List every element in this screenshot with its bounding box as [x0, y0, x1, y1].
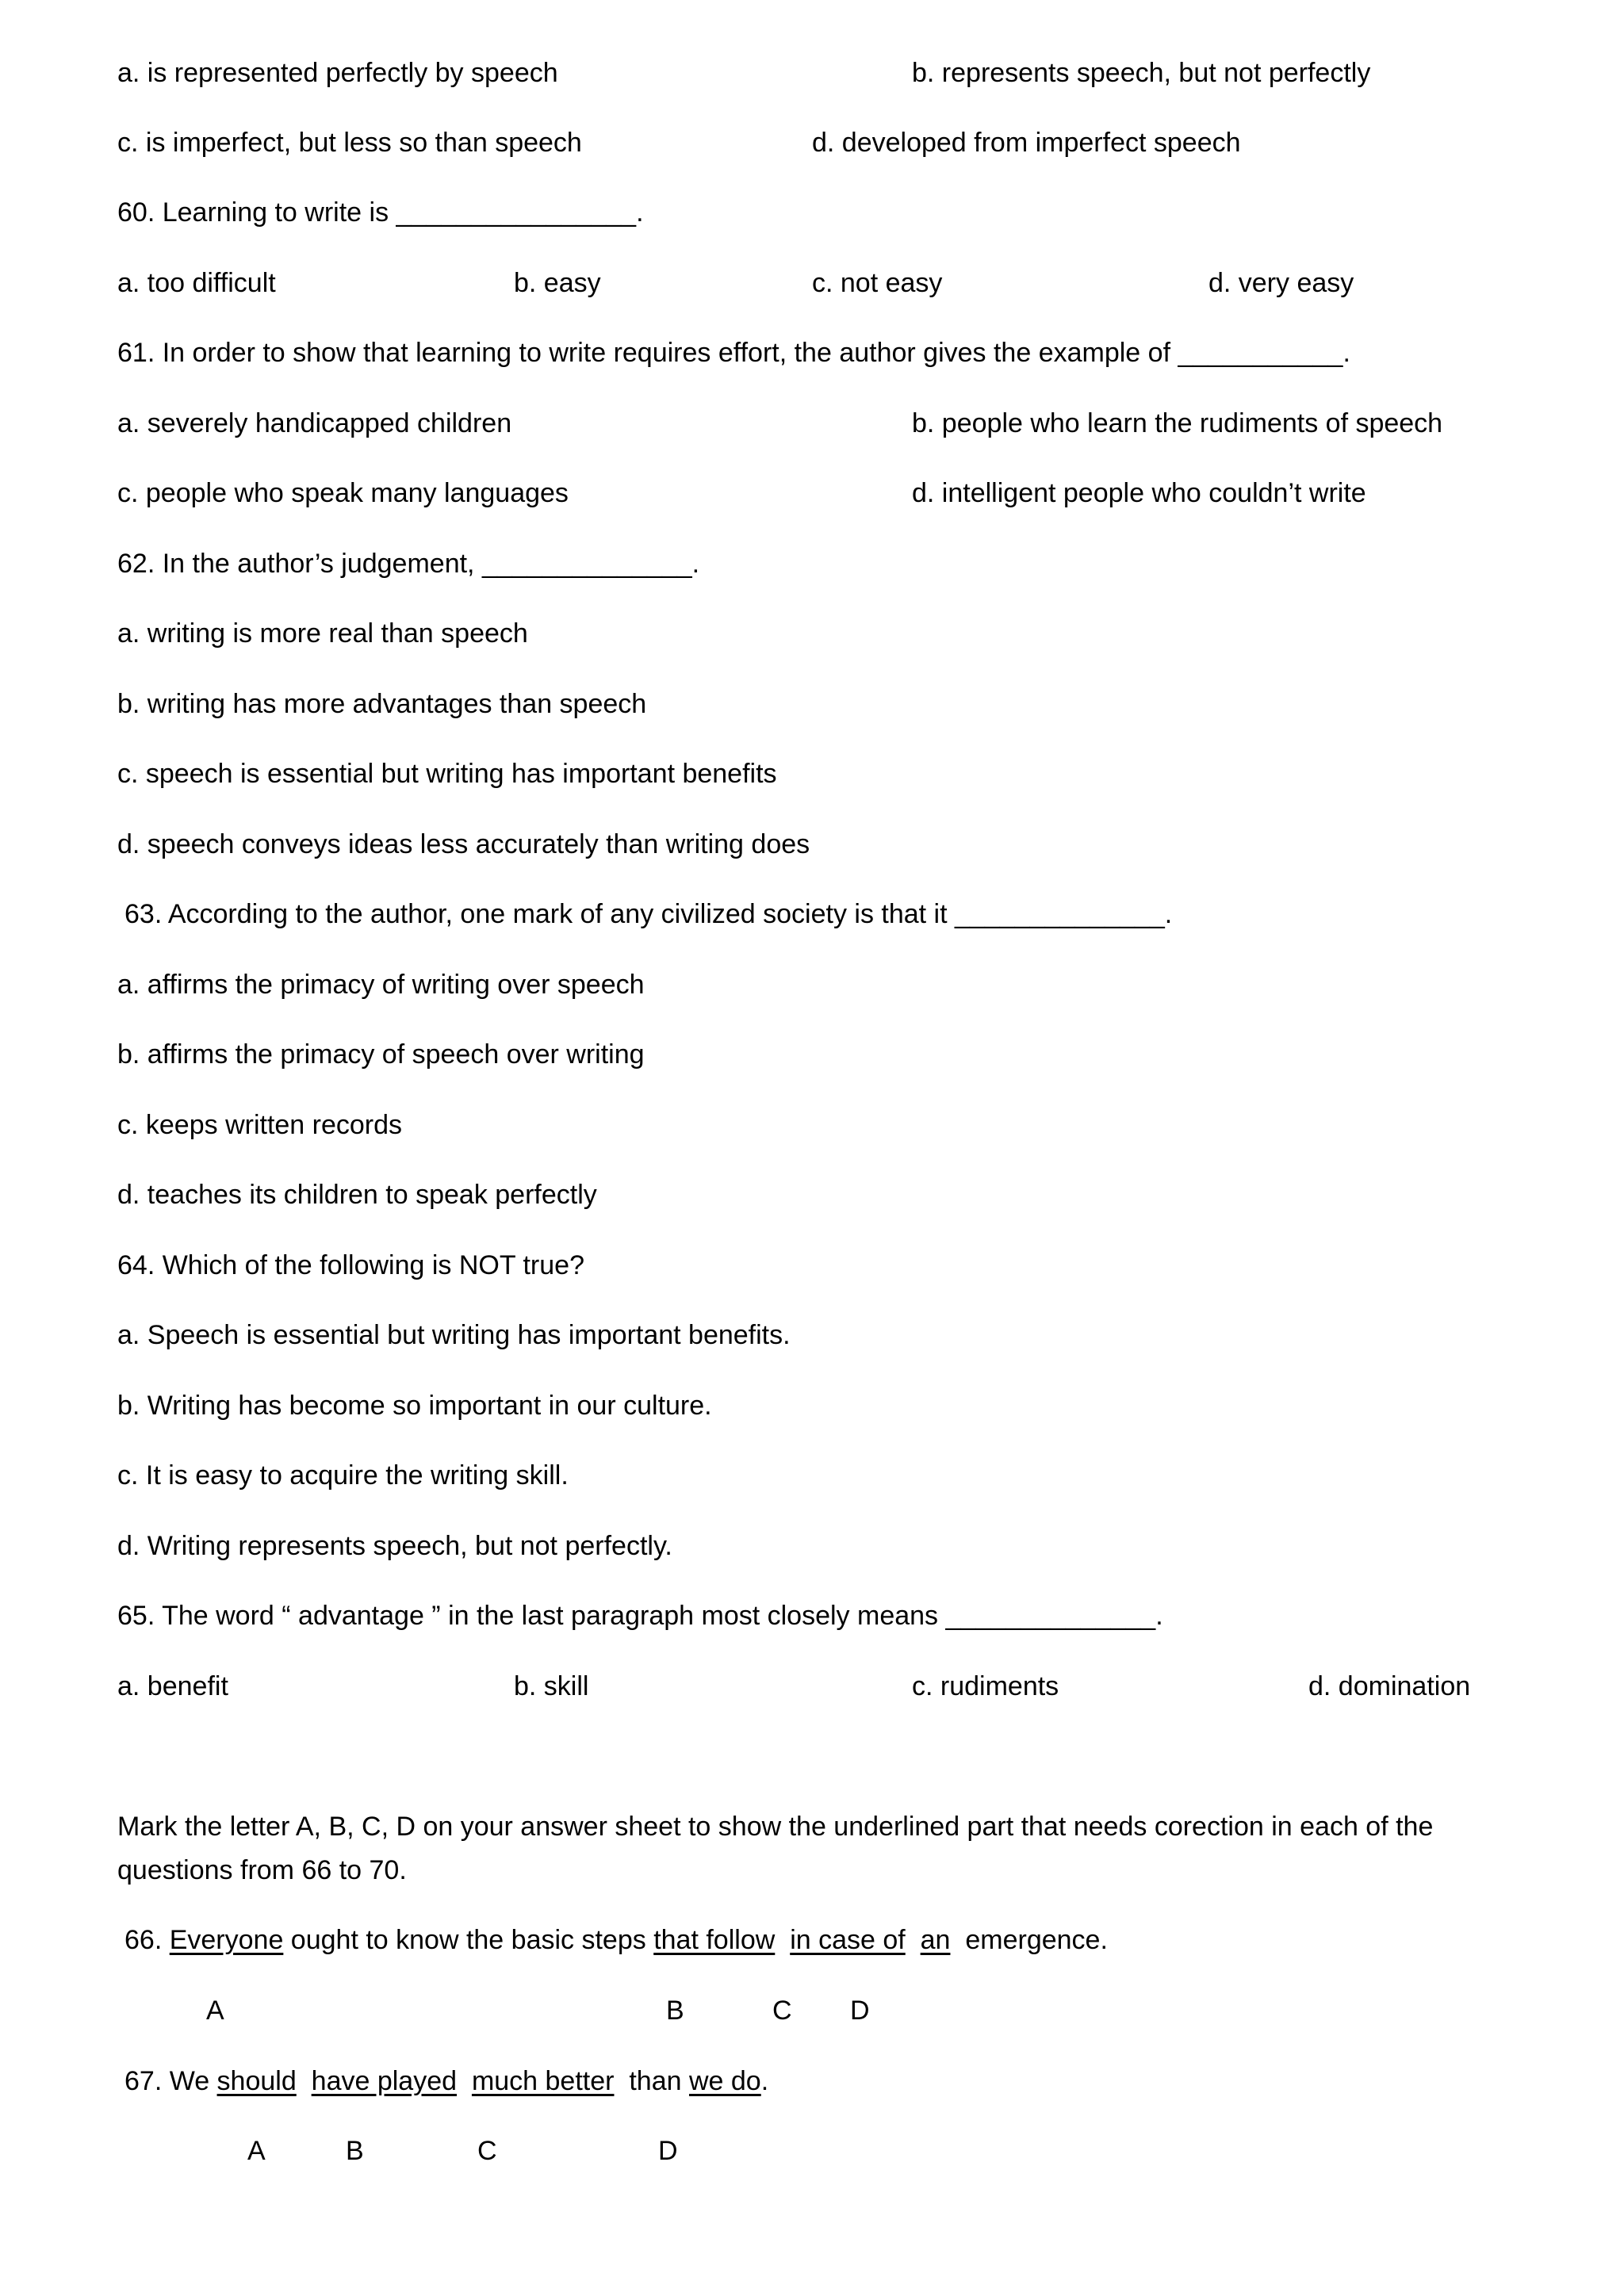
- q66-part-c: in case of: [790, 1925, 906, 1955]
- q66-letter-a: A: [206, 1996, 224, 2026]
- q64-option-d: d. Writing represents speech, but not perfectly.: [117, 1531, 672, 1561]
- q67-part-b: have played: [311, 2066, 458, 2096]
- q59-option-a: a. is represented perfectly by speech: [117, 58, 558, 88]
- q65-option-c: c. rudiments: [912, 1671, 1059, 1701]
- q61-option-c: c. people who speak many languages: [117, 478, 569, 508]
- q63-option-d: d. teaches its children to speak perfectly: [117, 1180, 597, 1210]
- q67-letter-b: B: [346, 2136, 364, 2166]
- q65-option-b: b. skill: [514, 1671, 589, 1701]
- q63-option-b: b. affirms the primacy of speech over writing: [117, 1039, 645, 1070]
- q62-option-b: b. writing has more advantages than speech: [117, 689, 647, 719]
- q64-option-c: c. It is easy to acquire the writing skill.: [117, 1460, 569, 1490]
- q67-part-a: should: [216, 2066, 297, 2096]
- q66-part-b: that follow: [653, 1925, 776, 1955]
- q62-option-d: d. speech conveys ideas less accurately than writing does: [117, 829, 810, 859]
- q67-sentence: [124, 2065, 768, 2097]
- q66-letter-c: C: [772, 1996, 792, 2026]
- q63-option-c: c. keeps written records: [117, 1110, 403, 1140]
- q67-text-2: [457, 2066, 472, 2096]
- q61-option-d: d. intelligent people who couldn’t write: [912, 478, 1366, 508]
- q61-option-a: a. severely handicapped children: [117, 408, 512, 438]
- q64-option-a: a. Speech is essential but writing has important benefits.: [117, 1320, 791, 1350]
- q67-text-1: [297, 2066, 312, 2096]
- instructions-line-2: questions from 66 to 70.: [117, 1855, 407, 1885]
- q67-part-c: much better: [471, 2066, 615, 2096]
- q60-option-b: b. easy: [514, 268, 601, 298]
- q66-text-3: [906, 1925, 921, 1955]
- q59-option-d: d. developed from imperfect speech: [812, 128, 1241, 158]
- q67-text-3: than: [614, 2066, 689, 2096]
- q59-option-b: b. represents speech, but not perfectly: [912, 58, 1371, 88]
- q67-letter-d: D: [658, 2136, 678, 2166]
- q60-option-d: d. very easy: [1208, 268, 1354, 298]
- q63-option-a: a. affirms the primacy of writing over speech: [117, 970, 645, 1000]
- q67-letter-a: A: [247, 2136, 266, 2166]
- q60-stem: 60. Learning to write is ________________.: [117, 197, 644, 228]
- q61-stem: 61. In order to show that learning to write requires effort, the author gives the example of ___________.: [117, 338, 1350, 368]
- q66-text-2: [775, 1925, 790, 1955]
- q66-letter-d: D: [850, 1996, 870, 2026]
- q67-letter-c: C: [477, 2136, 497, 2166]
- q64-option-b: b. Writing has become so important in our culture.: [117, 1391, 712, 1421]
- q63-stem: 63. According to the author, one mark of any civilized society is that it ______________.: [124, 899, 1173, 929]
- q66-letter-b: B: [666, 1996, 684, 2026]
- q62-option-c: c. speech is essential but writing has important benefits: [117, 759, 777, 789]
- q60-option-c: c. not easy: [812, 268, 943, 298]
- q60-option-a: a. too difficult: [117, 268, 276, 298]
- instructions-line-1: Mark the letter A, B, C, D on your answer sheet to show the underlined part that needs corection in each of the: [117, 1812, 1434, 1842]
- q66-sentence: [124, 1924, 1108, 1956]
- q61-option-b: b. people who learn the rudiments of speech: [912, 408, 1443, 438]
- q66-number: 66.: [124, 1925, 170, 1955]
- q66-text-1: ought to know the basic steps: [283, 1925, 654, 1955]
- q67-number: 67. We: [124, 2066, 217, 2096]
- q62-stem: 62. In the author’s judgement, ______________.: [117, 549, 700, 579]
- q65-option-a: a. benefit: [117, 1671, 228, 1701]
- q62-option-a: a. writing is more real than speech: [117, 618, 528, 649]
- q66-part-a: Everyone: [169, 1925, 284, 1955]
- q59-option-c: c. is imperfect, but less so than speech: [117, 128, 582, 158]
- q65-option-d: d. domination: [1308, 1671, 1471, 1701]
- q64-stem: 64. Which of the following is NOT true?: [117, 1250, 584, 1280]
- q66-part-d: an: [920, 1925, 951, 1955]
- q66-text-4: emergence.: [950, 1925, 1108, 1955]
- q67-text-4: .: [760, 2066, 769, 2096]
- q67-part-d: we do: [688, 2066, 761, 2096]
- q65-stem: 65. The word “ advantage ” in the last paragraph most closely means ______________.: [117, 1601, 1163, 1631]
